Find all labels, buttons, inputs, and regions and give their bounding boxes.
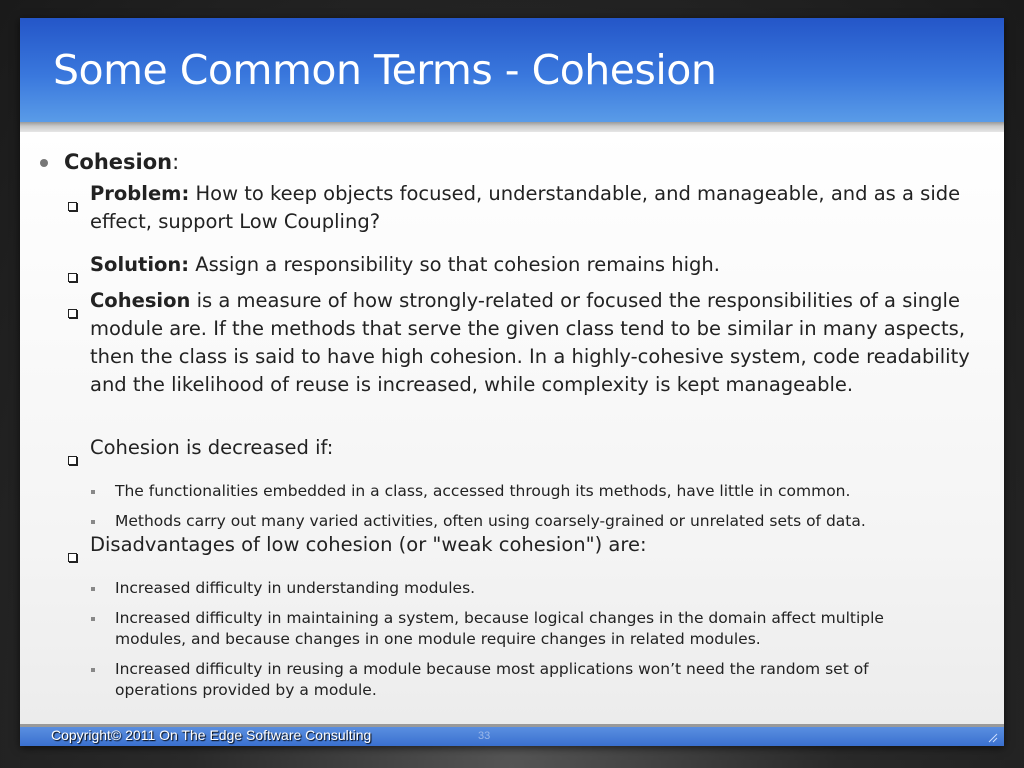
bullet-solution-label: Solution: — [90, 253, 190, 276]
bullet-cohesion-label: Cohesion — [90, 289, 191, 312]
bullet-cohesion-definition — [90, 287, 984, 399]
sub-bullet: Increased difficulty in maintaining a system, because logical changes in the domain affect multiple modules, and because changes in one module require changes in related modules. — [115, 609, 884, 648]
copyright-text: Copyright© 2011 On The Edge Software Consulting — [51, 727, 372, 743]
resize-grip-icon — [986, 731, 998, 743]
slide-title: Some Common Terms - Cohesion — [53, 46, 717, 94]
bullet-cohesion-text: is a measure of how strongly-related or focused the responsibilities of a single module are. If the methods that serve the given class tend to be similar in many aspects, then the class is said to have high cohesion. In a highly-cohesive system, code readability and the likelihood of reuse is increased, while complexity is kept manageable. — [90, 289, 970, 396]
bullet-solution — [90, 251, 974, 279]
square-bullet-icon — [91, 617, 95, 621]
sub-bullet: Increased difficulty in reusing a module because most applications won’t need the random set of operations provided by a module. — [115, 660, 869, 699]
heading-suffix: : — [172, 150, 180, 174]
checkbox-bullet-icon — [68, 553, 77, 562]
slide — [20, 18, 1004, 746]
checkbox-bullet-icon — [68, 456, 77, 465]
title-divider — [20, 122, 1004, 132]
footer-bar — [20, 727, 1004, 746]
slide-content — [20, 132, 1004, 724]
sub-bullet: Increased difficulty in understanding modules. — [115, 579, 476, 597]
bullet-problem-text: How to keep objects focused, understandable, and manageable, and as a side effect, support Low Coupling? — [90, 182, 961, 233]
checkbox-bullet-icon — [68, 273, 77, 282]
square-bullet-icon — [91, 668, 95, 672]
square-bullet-icon — [91, 490, 95, 494]
sub-bullet: The functionalities embedded in a class, accessed through its methods, have little in common. — [115, 482, 851, 500]
bullet-dot-icon — [40, 159, 48, 167]
bullet-problem-label: Problem: — [90, 182, 190, 205]
bullet-decreased-if: Cohesion is decreased if: — [90, 436, 334, 459]
heading-term: Cohesion — [64, 150, 173, 174]
square-bullet-icon — [91, 520, 95, 524]
bullet-disadvantages: Disadvantages of low cohesion (or "weak cohesion") are: — [90, 533, 647, 556]
bullet-solution-text: Assign a responsibility so that cohesion remains high. — [189, 253, 720, 276]
bullet-problem — [90, 180, 974, 236]
checkbox-bullet-icon — [68, 202, 77, 211]
title-bar — [20, 18, 1004, 124]
slide-number: 33 — [478, 730, 491, 742]
square-bullet-icon — [91, 587, 95, 591]
sub-bullet: Methods carry out many varied activities, often using coarsely-grained or unrelated sets of data. — [115, 512, 866, 530]
checkbox-bullet-icon — [68, 309, 77, 318]
